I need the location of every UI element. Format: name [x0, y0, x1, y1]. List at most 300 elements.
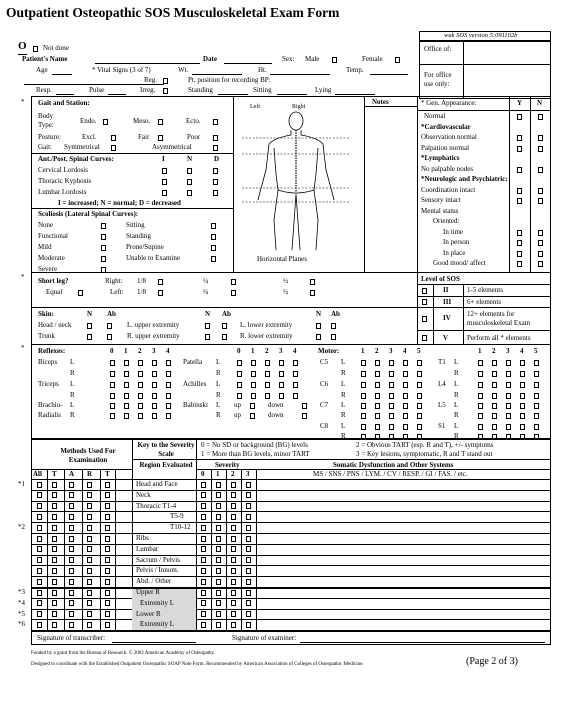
method-checkbox[interactable]	[69, 503, 74, 509]
method-checkbox[interactable]	[52, 557, 57, 563]
severity-checkbox[interactable]	[201, 546, 206, 552]
babinski-checkbox[interactable]	[302, 403, 307, 409]
gen-no-checkbox[interactable]	[538, 230, 543, 236]
skin-checkbox[interactable]	[331, 334, 336, 340]
severity-checkbox[interactable]	[231, 525, 236, 531]
method-checkbox[interactable]	[37, 611, 42, 617]
reflex-checkbox[interactable]	[389, 413, 394, 419]
short-leg-checkbox[interactable]	[231, 279, 236, 285]
symmetrical-checkbox[interactable]	[111, 145, 116, 151]
skin-checkbox[interactable]	[87, 323, 92, 329]
method-checkbox[interactable]	[105, 579, 110, 585]
method-checkbox[interactable]	[52, 536, 57, 542]
reflex-checkbox[interactable]	[506, 413, 511, 419]
severity-checkbox[interactable]	[216, 546, 221, 552]
reflex-checkbox[interactable]	[152, 393, 157, 399]
reflex-checkbox[interactable]	[237, 360, 242, 366]
severity-checkbox[interactable]	[231, 590, 236, 596]
sig-transcriber-field[interactable]	[112, 642, 196, 643]
method-checkbox[interactable]	[69, 482, 74, 488]
reflex-checkbox[interactable]	[110, 382, 115, 388]
severity-checkbox[interactable]	[201, 557, 206, 563]
reflex-checkbox[interactable]	[520, 382, 525, 388]
severity-checkbox[interactable]	[231, 492, 236, 498]
asymmetrical-checkbox[interactable]	[213, 145, 218, 151]
reflex-checkbox[interactable]	[403, 424, 408, 430]
reflex-checkbox[interactable]	[251, 371, 256, 377]
severity-checkbox[interactable]	[246, 503, 251, 509]
method-checkbox[interactable]	[87, 568, 92, 574]
reflex-checkbox[interactable]	[534, 382, 539, 388]
skin-checkbox[interactable]	[205, 323, 210, 329]
reflex-checkbox[interactable]	[152, 382, 157, 388]
method-checkbox[interactable]	[37, 514, 42, 520]
reflex-checkbox[interactable]	[152, 371, 157, 377]
severity-checkbox[interactable]	[246, 590, 251, 596]
patient-name-field[interactable]	[95, 63, 200, 64]
ecto-checkbox[interactable]	[213, 119, 218, 125]
reflex-checkbox[interactable]	[492, 424, 497, 430]
level-iii-checkbox[interactable]	[422, 299, 427, 305]
gen-yes-checkbox[interactable]	[517, 261, 522, 267]
reflex-checkbox[interactable]	[520, 393, 525, 399]
curve-checkbox[interactable]	[162, 168, 167, 174]
reflex-checkbox[interactable]	[251, 360, 256, 366]
curve-checkbox[interactable]	[162, 179, 167, 185]
severity-checkbox[interactable]	[201, 492, 206, 498]
reflex-checkbox[interactable]	[251, 393, 256, 399]
severity-checkbox[interactable]	[216, 482, 221, 488]
reflex-checkbox[interactable]	[389, 403, 394, 409]
reflex-checkbox[interactable]	[293, 382, 298, 388]
method-checkbox[interactable]	[37, 568, 42, 574]
short-leg-checkbox[interactable]	[231, 290, 236, 296]
reflex-checkbox[interactable]	[417, 371, 422, 377]
reflex-checkbox[interactable]	[166, 360, 171, 366]
reflex-checkbox[interactable]	[403, 413, 408, 419]
reflex-checkbox[interactable]	[293, 393, 298, 399]
reflex-checkbox[interactable]	[534, 393, 539, 399]
reflex-checkbox[interactable]	[534, 360, 539, 366]
sig-examiner-field[interactable]	[300, 642, 545, 643]
method-checkbox[interactable]	[87, 492, 92, 498]
scoliosis-checkbox[interactable]	[211, 256, 216, 262]
equal-checkbox[interactable]	[78, 290, 83, 296]
wt-field[interactable]	[192, 74, 242, 75]
skin-checkbox[interactable]	[316, 323, 321, 329]
reflex-checkbox[interactable]	[492, 371, 497, 377]
severity-checkbox[interactable]	[201, 503, 206, 509]
gen-no-checkbox[interactable]	[538, 135, 543, 141]
skin-checkbox[interactable]	[107, 334, 112, 340]
reflex-checkbox[interactable]	[403, 403, 408, 409]
scoliosis-checkbox[interactable]	[101, 223, 106, 229]
curve-checkbox[interactable]	[213, 179, 218, 185]
method-checkbox[interactable]	[69, 579, 74, 585]
method-checkbox[interactable]	[37, 492, 42, 498]
gen-no-checkbox[interactable]	[538, 261, 543, 267]
method-checkbox[interactable]	[52, 503, 57, 509]
reg-checkbox[interactable]	[163, 78, 168, 84]
reflex-checkbox[interactable]	[534, 424, 539, 430]
method-checkbox[interactable]	[37, 590, 42, 596]
reflex-checkbox[interactable]	[166, 393, 171, 399]
reflex-checkbox[interactable]	[417, 403, 422, 409]
method-checkbox[interactable]	[52, 622, 57, 628]
method-checkbox[interactable]	[69, 622, 74, 628]
severity-checkbox[interactable]	[216, 611, 221, 617]
method-checkbox[interactable]	[52, 492, 57, 498]
method-checkbox[interactable]	[105, 482, 110, 488]
reflex-checkbox[interactable]	[110, 360, 115, 366]
reflex-checkbox[interactable]	[124, 382, 129, 388]
gen-no-checkbox[interactable]	[538, 188, 543, 194]
reflex-checkbox[interactable]	[534, 371, 539, 377]
method-checkbox[interactable]	[52, 482, 57, 488]
method-checkbox[interactable]	[87, 622, 92, 628]
severity-checkbox[interactable]	[201, 622, 206, 628]
reflex-checkbox[interactable]	[478, 413, 483, 419]
gen-no-checkbox[interactable]	[538, 114, 543, 120]
severity-checkbox[interactable]	[246, 514, 251, 520]
scoliosis-checkbox[interactable]	[101, 234, 106, 240]
reflex-checkbox[interactable]	[361, 413, 366, 419]
severity-checkbox[interactable]	[216, 503, 221, 509]
scoliosis-checkbox[interactable]	[211, 223, 216, 229]
reflex-checkbox[interactable]	[265, 360, 270, 366]
reflex-checkbox[interactable]	[293, 360, 298, 366]
reflex-checkbox[interactable]	[403, 393, 408, 399]
curve-checkbox[interactable]	[187, 190, 192, 196]
severity-checkbox[interactable]	[246, 525, 251, 531]
reflex-checkbox[interactable]	[478, 382, 483, 388]
severity-checkbox[interactable]	[231, 482, 236, 488]
gen-yes-checkbox[interactable]	[517, 230, 522, 236]
method-checkbox[interactable]	[69, 568, 74, 574]
reflex-checkbox[interactable]	[375, 382, 380, 388]
reflex-checkbox[interactable]	[237, 371, 242, 377]
skin-checkbox[interactable]	[205, 334, 210, 340]
bp-field[interactable]	[24, 84, 164, 85]
method-checkbox[interactable]	[87, 525, 92, 531]
method-checkbox[interactable]	[105, 492, 110, 498]
method-checkbox[interactable]	[37, 536, 42, 542]
severity-checkbox[interactable]	[231, 536, 236, 542]
method-checkbox[interactable]	[52, 546, 57, 552]
curve-checkbox[interactable]	[187, 168, 192, 174]
curve-checkbox[interactable]	[213, 168, 218, 174]
reflex-checkbox[interactable]	[279, 371, 284, 377]
method-checkbox[interactable]	[105, 600, 110, 606]
reflex-checkbox[interactable]	[361, 371, 366, 377]
severity-checkbox[interactable]	[216, 600, 221, 606]
reflex-checkbox[interactable]	[152, 360, 157, 366]
reflex-checkbox[interactable]	[124, 393, 129, 399]
reflex-checkbox[interactable]	[265, 393, 270, 399]
severity-checkbox[interactable]	[231, 546, 236, 552]
method-checkbox[interactable]	[69, 557, 74, 563]
reflex-checkbox[interactable]	[110, 403, 115, 409]
date-field[interactable]	[224, 63, 272, 64]
reflex-checkbox[interactable]	[478, 424, 483, 430]
reflex-checkbox[interactable]	[279, 382, 284, 388]
severity-checkbox[interactable]	[246, 536, 251, 542]
reflex-checkbox[interactable]	[520, 403, 525, 409]
method-checkbox[interactable]	[105, 525, 110, 531]
method-checkbox[interactable]	[69, 600, 74, 606]
reflex-checkbox[interactable]	[403, 382, 408, 388]
reflex-checkbox[interactable]	[478, 393, 483, 399]
reflex-checkbox[interactable]	[375, 360, 380, 366]
poor-checkbox[interactable]	[213, 135, 218, 141]
reflex-checkbox[interactable]	[403, 360, 408, 366]
reflex-checkbox[interactable]	[124, 360, 129, 366]
excl-checkbox[interactable]	[111, 135, 116, 141]
reflex-checkbox[interactable]	[361, 393, 366, 399]
fair-checkbox[interactable]	[158, 135, 163, 141]
reflex-checkbox[interactable]	[417, 413, 422, 419]
method-checkbox[interactable]	[69, 590, 74, 596]
reflex-checkbox[interactable]	[389, 360, 394, 366]
reflex-checkbox[interactable]	[375, 403, 380, 409]
severity-checkbox[interactable]	[201, 568, 206, 574]
severity-checkbox[interactable]	[201, 579, 206, 585]
severity-checkbox[interactable]	[201, 525, 206, 531]
reflex-checkbox[interactable]	[138, 413, 143, 419]
severity-checkbox[interactable]	[231, 579, 236, 585]
skin-checkbox[interactable]	[87, 334, 92, 340]
severity-checkbox[interactable]	[231, 611, 236, 617]
reflex-checkbox[interactable]	[534, 413, 539, 419]
method-checkbox[interactable]	[37, 600, 42, 606]
gen-no-checkbox[interactable]	[538, 251, 543, 257]
reflex-checkbox[interactable]	[124, 403, 129, 409]
reflex-checkbox[interactable]	[110, 393, 115, 399]
short-leg-checkbox[interactable]	[158, 279, 163, 285]
reflex-checkbox[interactable]	[166, 413, 171, 419]
reflex-checkbox[interactable]	[265, 371, 270, 377]
method-checkbox[interactable]	[87, 557, 92, 563]
reflex-checkbox[interactable]	[403, 371, 408, 377]
severity-checkbox[interactable]	[216, 590, 221, 596]
reflex-checkbox[interactable]	[265, 382, 270, 388]
severity-checkbox[interactable]	[201, 600, 206, 606]
method-checkbox[interactable]	[69, 514, 74, 520]
reflex-checkbox[interactable]	[375, 424, 380, 430]
skin-checkbox[interactable]	[331, 323, 336, 329]
severity-checkbox[interactable]	[201, 611, 206, 617]
method-checkbox[interactable]	[52, 590, 57, 596]
severity-checkbox[interactable]	[246, 568, 251, 574]
meso-checkbox[interactable]	[158, 119, 163, 125]
reflex-checkbox[interactable]	[361, 382, 366, 388]
reflex-checkbox[interactable]	[506, 371, 511, 377]
method-checkbox[interactable]	[87, 590, 92, 596]
method-checkbox[interactable]	[105, 536, 110, 542]
reflex-checkbox[interactable]	[138, 360, 143, 366]
level-iv-checkbox[interactable]	[422, 316, 427, 322]
method-checkbox[interactable]	[105, 622, 110, 628]
gen-yes-checkbox[interactable]	[517, 198, 522, 204]
severity-checkbox[interactable]	[201, 514, 206, 520]
reflex-checkbox[interactable]	[166, 382, 171, 388]
severity-checkbox[interactable]	[231, 514, 236, 520]
female-checkbox[interactable]	[395, 57, 400, 63]
reflex-checkbox[interactable]	[506, 393, 511, 399]
method-checkbox[interactable]	[37, 525, 42, 531]
method-checkbox[interactable]	[37, 503, 42, 509]
level-v-checkbox[interactable]	[422, 335, 427, 341]
gen-no-checkbox[interactable]	[538, 240, 543, 246]
method-checkbox[interactable]	[69, 546, 74, 552]
reflex-checkbox[interactable]	[361, 424, 366, 430]
severity-checkbox[interactable]	[231, 568, 236, 574]
method-checkbox[interactable]	[105, 590, 110, 596]
reflex-checkbox[interactable]	[478, 371, 483, 377]
scoliosis-checkbox[interactable]	[101, 245, 106, 251]
reflex-checkbox[interactable]	[237, 382, 242, 388]
reflex-checkbox[interactable]	[520, 424, 525, 430]
reflex-checkbox[interactable]	[293, 371, 298, 377]
reflex-checkbox[interactable]	[506, 424, 511, 430]
severity-checkbox[interactable]	[246, 492, 251, 498]
reflex-checkbox[interactable]	[520, 413, 525, 419]
babinski-checkbox[interactable]	[302, 413, 307, 419]
severity-checkbox[interactable]	[216, 525, 221, 531]
reflex-checkbox[interactable]	[478, 403, 483, 409]
reflex-checkbox[interactable]	[389, 382, 394, 388]
reflex-checkbox[interactable]	[478, 360, 483, 366]
method-checkbox[interactable]	[105, 557, 110, 563]
method-checkbox[interactable]	[52, 600, 57, 606]
method-checkbox[interactable]	[37, 622, 42, 628]
reflex-checkbox[interactable]	[152, 403, 157, 409]
curve-checkbox[interactable]	[213, 190, 218, 196]
level-ii-checkbox[interactable]	[422, 288, 427, 294]
severity-checkbox[interactable]	[246, 579, 251, 585]
method-checkbox[interactable]	[69, 525, 74, 531]
reflex-checkbox[interactable]	[506, 360, 511, 366]
severity-checkbox[interactable]	[216, 579, 221, 585]
method-checkbox[interactable]	[87, 536, 92, 542]
skin-checkbox[interactable]	[107, 323, 112, 329]
severity-checkbox[interactable]	[216, 514, 221, 520]
reflex-checkbox[interactable]	[389, 424, 394, 430]
reflex-checkbox[interactable]	[237, 393, 242, 399]
gen-yes-checkbox[interactable]	[517, 251, 522, 257]
reflex-checkbox[interactable]	[534, 403, 539, 409]
reflex-checkbox[interactable]	[375, 371, 380, 377]
reflex-checkbox[interactable]	[279, 360, 284, 366]
severity-checkbox[interactable]	[246, 611, 251, 617]
reflex-checkbox[interactable]	[251, 382, 256, 388]
method-checkbox[interactable]	[37, 482, 42, 488]
irreg-checkbox[interactable]	[163, 88, 168, 94]
gen-yes-checkbox[interactable]	[517, 188, 522, 194]
scoliosis-checkbox[interactable]	[211, 245, 216, 251]
method-checkbox[interactable]	[52, 611, 57, 617]
severity-checkbox[interactable]	[246, 557, 251, 563]
short-leg-checkbox[interactable]	[310, 279, 315, 285]
gen-yes-checkbox[interactable]	[517, 167, 522, 173]
reflex-checkbox[interactable]	[124, 371, 129, 377]
severity-checkbox[interactable]	[216, 622, 221, 628]
severity-checkbox[interactable]	[216, 492, 221, 498]
reflex-checkbox[interactable]	[375, 413, 380, 419]
reflex-checkbox[interactable]	[138, 403, 143, 409]
reflex-checkbox[interactable]	[417, 424, 422, 430]
gen-yes-checkbox[interactable]	[517, 240, 522, 246]
severity-checkbox[interactable]	[201, 536, 206, 542]
reflex-checkbox[interactable]	[492, 403, 497, 409]
not-done-checkbox[interactable]	[33, 46, 38, 52]
scoliosis-checkbox[interactable]	[101, 256, 106, 262]
reflex-checkbox[interactable]	[166, 403, 171, 409]
scoliosis-checkbox[interactable]	[211, 234, 216, 240]
reflex-checkbox[interactable]	[138, 393, 143, 399]
reflex-checkbox[interactable]	[520, 371, 525, 377]
severity-checkbox[interactable]	[246, 622, 251, 628]
gen-yes-checkbox[interactable]	[517, 114, 522, 120]
severity-checkbox[interactable]	[216, 536, 221, 542]
method-checkbox[interactable]	[87, 611, 92, 617]
severity-checkbox[interactable]	[231, 622, 236, 628]
method-checkbox[interactable]	[87, 600, 92, 606]
gen-no-checkbox[interactable]	[538, 167, 543, 173]
skin-checkbox[interactable]	[222, 323, 227, 329]
reflex-checkbox[interactable]	[138, 382, 143, 388]
method-checkbox[interactable]	[37, 557, 42, 563]
reflex-checkbox[interactable]	[361, 360, 366, 366]
severity-checkbox[interactable]	[216, 568, 221, 574]
reflex-checkbox[interactable]	[417, 360, 422, 366]
gen-no-checkbox[interactable]	[538, 146, 543, 152]
method-checkbox[interactable]	[69, 611, 74, 617]
method-checkbox[interactable]	[105, 503, 110, 509]
reflex-checkbox[interactable]	[506, 382, 511, 388]
gen-yes-checkbox[interactable]	[517, 146, 522, 152]
severity-checkbox[interactable]	[246, 482, 251, 488]
method-checkbox[interactable]	[37, 546, 42, 552]
reflex-checkbox[interactable]	[279, 393, 284, 399]
short-leg-checkbox[interactable]	[158, 290, 163, 296]
method-checkbox[interactable]	[52, 568, 57, 574]
method-checkbox[interactable]	[87, 579, 92, 585]
curve-checkbox[interactable]	[162, 190, 167, 196]
reflex-checkbox[interactable]	[138, 371, 143, 377]
reflex-checkbox[interactable]	[152, 413, 157, 419]
reflex-checkbox[interactable]	[520, 360, 525, 366]
method-checkbox[interactable]	[87, 503, 92, 509]
age-field[interactable]	[52, 74, 72, 75]
skin-checkbox[interactable]	[316, 334, 321, 340]
method-checkbox[interactable]	[69, 492, 74, 498]
severity-checkbox[interactable]	[216, 557, 221, 563]
male-checkbox[interactable]	[332, 57, 337, 63]
ht-field[interactable]	[270, 74, 330, 75]
reflex-checkbox[interactable]	[492, 393, 497, 399]
reflex-checkbox[interactable]	[375, 393, 380, 399]
temp-field[interactable]	[370, 74, 408, 75]
method-checkbox[interactable]	[105, 568, 110, 574]
babinski-checkbox[interactable]	[250, 413, 255, 419]
severity-checkbox[interactable]	[231, 503, 236, 509]
method-checkbox[interactable]	[52, 514, 57, 520]
reflex-checkbox[interactable]	[417, 393, 422, 399]
gen-no-checkbox[interactable]	[538, 198, 543, 204]
reflex-checkbox[interactable]	[389, 371, 394, 377]
reflex-checkbox[interactable]	[506, 403, 511, 409]
